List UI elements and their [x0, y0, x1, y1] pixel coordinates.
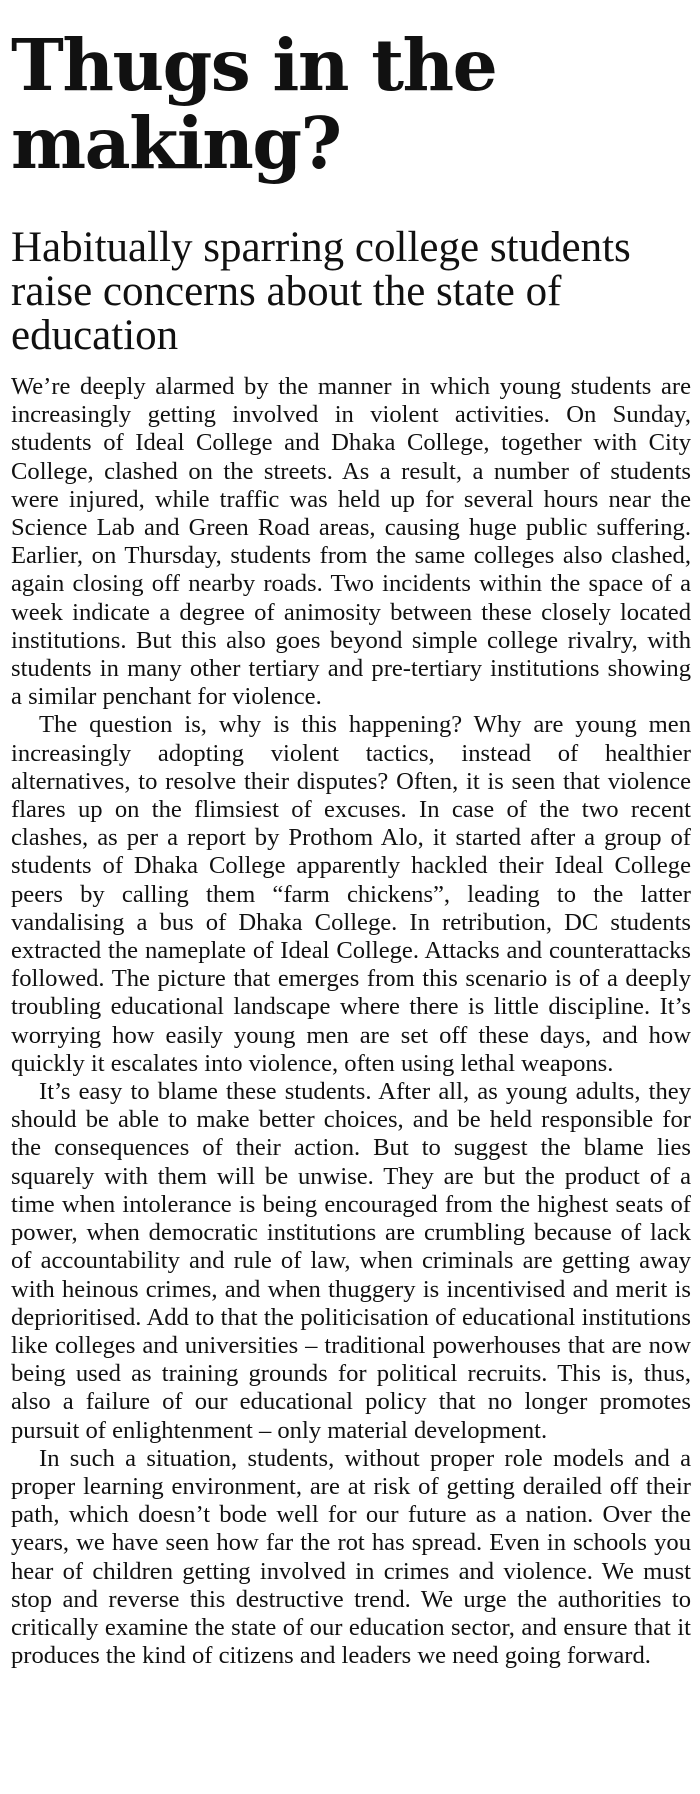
- headline: Thugs in the making?: [11, 23, 497, 185]
- subheadline: Habitually sparring college students raise concerns about the state of education: [11, 224, 631, 359]
- editorial-article: [11, 0, 691, 1670]
- paragraph-3: It’s easy to blame these students. After all, as young adults, they should be able to make better choices, and be held responsible for the consequences of their action. But to suggest the blame lies squarely with them will be unwise. They are but the product of a time when intolerance is being encouraged from the highest seats of power, when democratic institutions are crumbling because of lack of accountability and rule of law, when criminals are getting away with heinous crimes, and when thuggery is incentivised and merit is deprioritised. Add to that the politicisation of educational institutions like colleges and universities – traditional powerhouses that are now being used as training grounds for political recruits. This is, thus, also a failure of our educational policy that no longer promotes pursuit of enlightenment – only material development.: [11, 1078, 691, 1444]
- paragraph-4: In such a situation, students, without proper role models and a proper learning environment, are at risk of getting derailed off their path, which doesn’t bode well for our future as a nation. Over the years, we have seen how far the rot has spread. Even in schools you hear of children getting involved in crimes and violence. We must stop and reverse this destructive trend. We urge the authorities to critically examine the state of our education sector, and ensure that it produces the kind of citizens and leaders we need going forward.: [11, 1444, 691, 1670]
- paragraph-2: The question is, why is this happening? Why are young men increasingly adopting violent tactics, instead of healthier alternatives, to resolve their disputes? Often, it is seen that violence flares up on the flimsiest of excuses. In case of the two recent clashes, as per a report by Prothom Alo, it started after a group of students of Dhaka College apparently hackled their Ideal College peers by calling them “farm chickens”, leading to the latter vandalising a bus of Dhaka College. In retribution, DC students extracted the nameplate of Ideal College. Attacks and counterattacks followed. The picture that emerges from this scenario is of a deeply troubling educational landscape where there is little discipline. It’s worrying how easily young men are set off these days, and how quickly it escalates into violence, often using lethal weapons.: [11, 711, 691, 1077]
- article-body: [11, 373, 691, 1670]
- paragraph-1: We’re deeply alarmed by the manner in which young students are increasingly getting involved in violent activities. On Sunday, students of Ideal College and Dhaka College, together with City College, clashed on the streets. As a result, a number of students were injured, while traffic was held up for several hours near the Science Lab and Green Road areas, causing huge public suffering. Earlier, on Thursday, students from the same colleges also clashed, again closing off nearby roads. Two incidents within the space of a week indicate a degree of animosity between these closely located institutions. But this also goes beyond simple college rivalry, with students in many other tertiary and pre-tertiary institutions showing a similar penchant for violence.: [11, 373, 691, 711]
